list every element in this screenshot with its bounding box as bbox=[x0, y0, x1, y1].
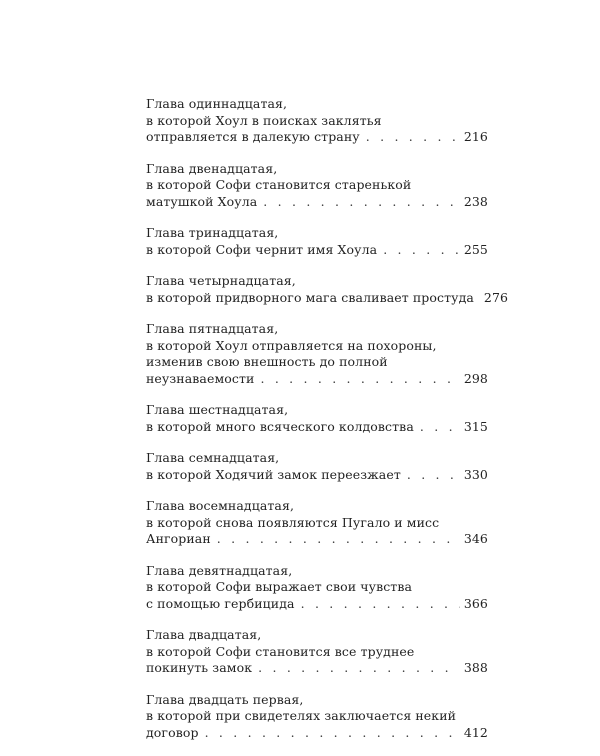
chapter-subtitle: Ангориан bbox=[146, 531, 211, 546]
page-number: 315 bbox=[463, 418, 488, 434]
toc-last-line bbox=[146, 725, 488, 742]
toc-last-line bbox=[146, 467, 488, 484]
chapter-heading: Глава девятнадцатая, bbox=[146, 562, 293, 578]
chapter-subtitle: неузнаваемости bbox=[146, 370, 255, 386]
dot-leader bbox=[258, 660, 460, 677]
toc-entry bbox=[146, 627, 488, 677]
toc-entry bbox=[146, 273, 509, 306]
chapter-subtitle: в которой Хоул в поисках заклятья bbox=[146, 112, 382, 128]
chapter-subtitle: в которой Хоул отправляется на похороны, bbox=[146, 337, 437, 353]
toc-last-line bbox=[146, 129, 488, 146]
chapter-subtitle: в которой Ходячий замок переезжает bbox=[146, 466, 401, 482]
page-number: 346 bbox=[463, 531, 488, 546]
chapter-subtitle: матушкой Хоула bbox=[146, 193, 258, 209]
chapter-subtitle: в которой снова появляются Пугало и мисс bbox=[146, 514, 440, 530]
dot-leader bbox=[263, 194, 460, 211]
chapter-subtitle: покинуть замок bbox=[146, 660, 253, 675]
page-number: 412 bbox=[463, 724, 488, 740]
dot-leader bbox=[366, 129, 460, 146]
chapter-heading: Глава двенадцатая, bbox=[146, 160, 278, 176]
toc-entry bbox=[146, 161, 488, 211]
chapter-heading: Глава одиннадцатая, bbox=[146, 96, 288, 111]
chapter-subtitle: договор bbox=[146, 724, 199, 740]
toc-entry bbox=[146, 321, 488, 387]
chapter-subtitle: отправляется в далекую страну bbox=[146, 129, 360, 144]
toc-last-line bbox=[146, 289, 509, 307]
chapter-heading: Глава двадцатая, bbox=[146, 627, 262, 642]
toc-last-line bbox=[146, 242, 488, 259]
chapter-heading: Глава шестнадцатая, bbox=[146, 402, 289, 417]
toc-last-line bbox=[146, 371, 488, 388]
toc-entry bbox=[146, 225, 488, 258]
chapter-subtitle: в которой придворного мага сваливает простуда bbox=[146, 289, 474, 305]
chapter-heading: Глава пятнадцатая, bbox=[146, 321, 279, 336]
page-number: 238 bbox=[463, 193, 488, 209]
chapter-subtitle: в которой Софи чернит имя Хоула bbox=[146, 241, 378, 257]
chapter-heading: Глава восемнадцатая, bbox=[146, 498, 295, 513]
page-number: 330 bbox=[463, 466, 488, 482]
dot-leader bbox=[205, 725, 460, 742]
page-number: 388 bbox=[463, 660, 488, 675]
toc-entry bbox=[146, 96, 488, 146]
page-number: 366 bbox=[463, 595, 488, 611]
toc-last-line bbox=[146, 194, 488, 211]
toc-entry bbox=[146, 402, 488, 435]
chapter-subtitle: в которой Софи становится старенькой bbox=[146, 177, 412, 192]
chapter-subtitle: в которой при свидетелях заключается некий bbox=[146, 708, 457, 723]
chapter-heading: Глава семнадцатая, bbox=[146, 450, 280, 465]
dot-leader bbox=[383, 242, 460, 259]
page-number: 276 bbox=[483, 289, 509, 305]
toc-last-line bbox=[146, 419, 488, 436]
page-number: 298 bbox=[463, 370, 488, 386]
dot-leader bbox=[217, 531, 460, 548]
toc-entry bbox=[146, 692, 488, 742]
page-number: 216 bbox=[463, 129, 488, 144]
chapter-subtitle: изменив свою внешность до полной bbox=[146, 354, 388, 369]
toc-entry bbox=[146, 563, 488, 613]
toc-last-line bbox=[146, 596, 488, 613]
toc-entry bbox=[146, 498, 488, 548]
chapter-subtitle: в которой Софи выражает свои чувства bbox=[146, 579, 413, 594]
dot-leader bbox=[420, 419, 460, 436]
toc-entry bbox=[146, 450, 488, 483]
dot-leader bbox=[301, 596, 460, 613]
toc-last-line bbox=[146, 660, 488, 677]
chapter-subtitle: в которой много всяческого колдовства bbox=[146, 418, 414, 434]
page-number: 255 bbox=[463, 241, 488, 257]
chapter-heading: Глава тринадцатая, bbox=[146, 225, 279, 240]
toc-last-line bbox=[146, 531, 488, 548]
dot-leader bbox=[407, 467, 460, 484]
chapter-heading: Глава двадцать первая, bbox=[146, 691, 304, 707]
chapter-subtitle: в которой Софи становится все труднее bbox=[146, 643, 415, 659]
chapter-subtitle: с помощью гербицида bbox=[146, 595, 295, 611]
chapter-heading: Глава четырнадцатая, bbox=[146, 273, 296, 288]
table-of-contents bbox=[146, 96, 509, 756]
dot-leader bbox=[260, 371, 459, 388]
